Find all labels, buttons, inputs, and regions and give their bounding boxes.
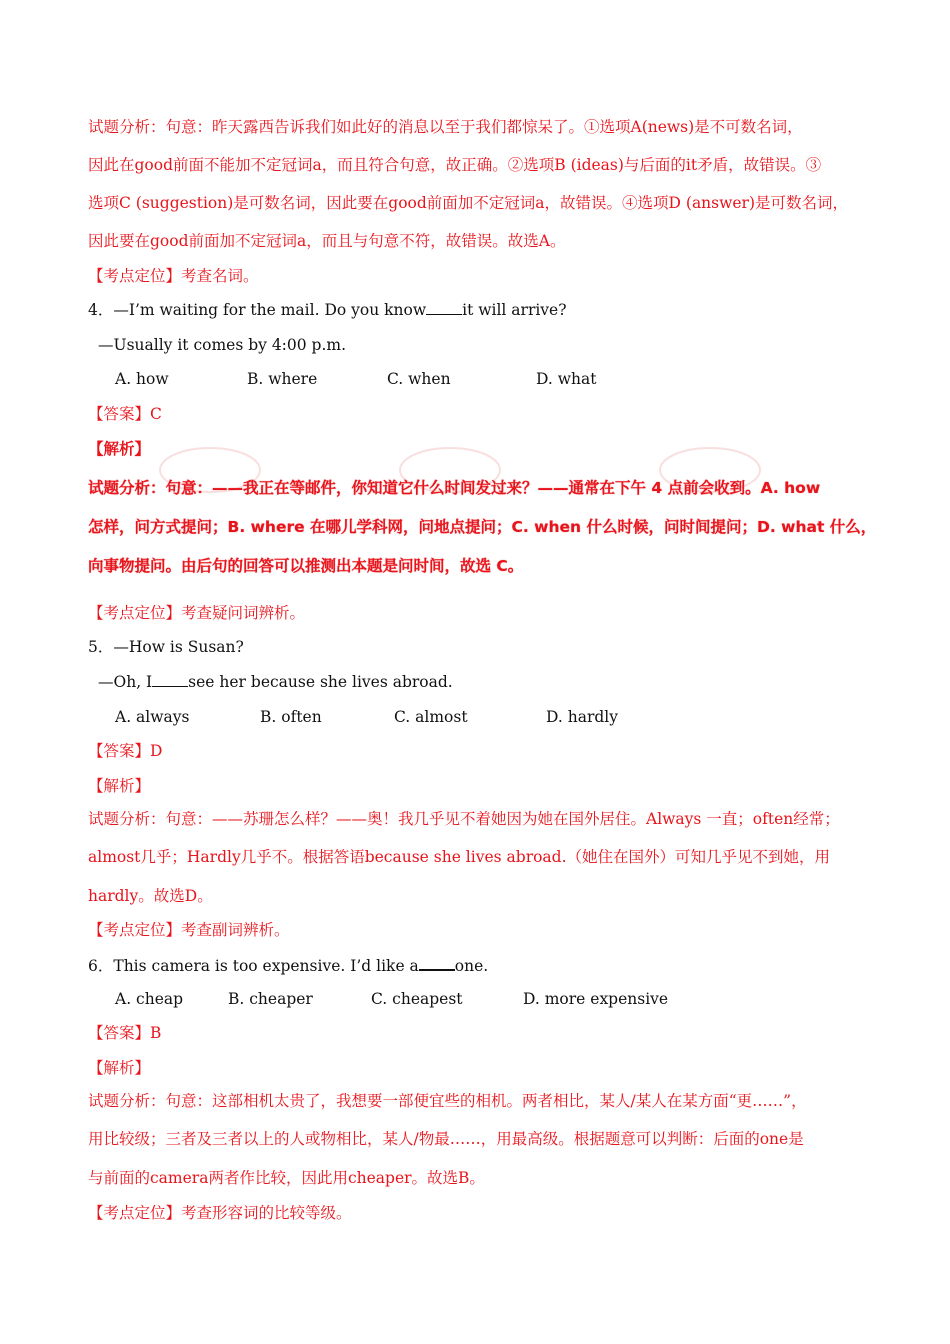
q4-stem-pre: 4．—I’m waiting for the mail. Do you know [88, 301, 427, 319]
q4-jiexi-heading: 【解析】 [88, 439, 151, 458]
q5-knowledge-point: 【考点定位】考查副词辨析。 [88, 921, 290, 939]
q6-option-a: A. cheap [115, 990, 184, 1008]
q5-analysis-line-2: almost几乎；Hardly几乎不。根据答语because she lives abroad.（她住在国外）可知几乎见不到她，用 [88, 848, 831, 866]
q4-answer-value: C [150, 405, 162, 423]
q3-knowledge-point: 【考点定位】考查名词。 [88, 267, 259, 285]
q5-answer [88, 741, 878, 761]
q6-answer [88, 1023, 878, 1043]
q6-jiexi-heading: 【解析】 [88, 1059, 151, 1077]
q4-option-a: A. how [115, 370, 169, 388]
q5-stem: 5．—How is Susan? [88, 638, 244, 656]
q4-analysis-line-1: 试题分析：句意：——我正在等邮件，你知道它什么时间发过来？——通常在下午 4 点前会收到。A. how [88, 479, 821, 497]
q5-blank [152, 672, 188, 687]
q6-answer-value: B [150, 1024, 162, 1042]
q5-reply-post: see her because she lives abroad. [188, 673, 453, 691]
q5-answer-value: D [150, 742, 163, 760]
q6-stem-pre: 6．This camera is too expensive. I’d like a [88, 957, 419, 975]
q3-analysis-line-3: 选项C (suggestion)是可数名词，因此要在good前面加不定冠词a，故错误。④选项D (answer)是可数名词， [88, 194, 849, 212]
q5-option-d: D. hardly [546, 708, 618, 726]
q4-option-b: B. where [247, 370, 318, 388]
q3-analysis-line-2: 因此在good前面不能加不定冠词a，而且符合句意，故正确。②选项B (ideas)与后面的it矛盾，故错误。③ [88, 156, 822, 174]
q6-option-c: C. cheapest [371, 990, 463, 1008]
q6-analysis-line-3: 与前面的camera两者作比较，因此用cheaper。故选B。 [88, 1169, 485, 1187]
q4-option-d: D. what [536, 370, 597, 388]
q5-analysis-line-1: 试题分析：句意：——苏珊怎么样？——奥！我几乎见不着她因为她在国外居住。Always 一直；often经常； [88, 810, 840, 828]
q4-reply: —Usually it comes by 4:00 p.m. [98, 336, 347, 354]
q6-analysis-line-1: 试题分析：句意：这部相机太贵了，我想要一部便宜些的相机。两者相比，某人/某人在某方面“更……”， [88, 1092, 807, 1110]
q4-stem-post: it will arrive? [462, 301, 567, 319]
q5-jiexi-heading: 【解析】 [88, 777, 151, 795]
q4-analysis-line-3: 向事物提问。由后句的回答可以推测出本题是问时间，故选 C。 [88, 557, 524, 575]
q6-blank [419, 955, 455, 971]
q4-option-c: C. when [387, 370, 451, 388]
q3-analysis-line-1: 试题分析：句意：昨天露西告诉我们如此好的消息以至于我们都惊呆了。①选项A(news)是不可数名词， [88, 118, 803, 136]
q4-knowledge-point: 【考点定位】考查疑问词辨析。 [88, 604, 306, 622]
q4-answer [88, 404, 878, 424]
q4-answer-label: 【答案】 [88, 405, 151, 423]
q5-reply [98, 672, 888, 692]
q3-analysis-line-4: 因此要在good前面加不定冠词a，而且与句意不符，故错误。故选A。 [88, 232, 566, 250]
q4-stem [88, 300, 878, 320]
q6-analysis-line-2: 用比较级；三者及三者以上的人或物相比，某人/物最……，用最高级。根据题意可以判断：后面的one是 [88, 1130, 804, 1148]
q5-answer-label: 【答案】 [88, 742, 151, 760]
q5-reply-pre: —Oh, I [98, 673, 153, 691]
q6-stem [88, 955, 878, 976]
q4-analysis-line-2: 怎样，问方式提问；B. where 在哪儿学科网，问地点提问；C. when 什么时候，问时间提问；D. what 什么， [88, 518, 877, 536]
q5-option-b: B. often [260, 708, 322, 726]
q6-answer-label: 【答案】 [88, 1024, 151, 1042]
q5-option-c: C. almost [394, 708, 468, 726]
q6-option-b: B. cheaper [228, 990, 313, 1008]
q5-option-a: A. always [115, 708, 190, 726]
q6-option-d: D. more expensive [523, 990, 669, 1008]
q6-knowledge-point: 【考点定位】考查形容词的比较等级。 [88, 1204, 352, 1222]
q5-analysis-line-3: hardly。故选D。 [88, 887, 213, 905]
q4-blank [426, 300, 462, 315]
q6-stem-post: one. [454, 957, 489, 975]
